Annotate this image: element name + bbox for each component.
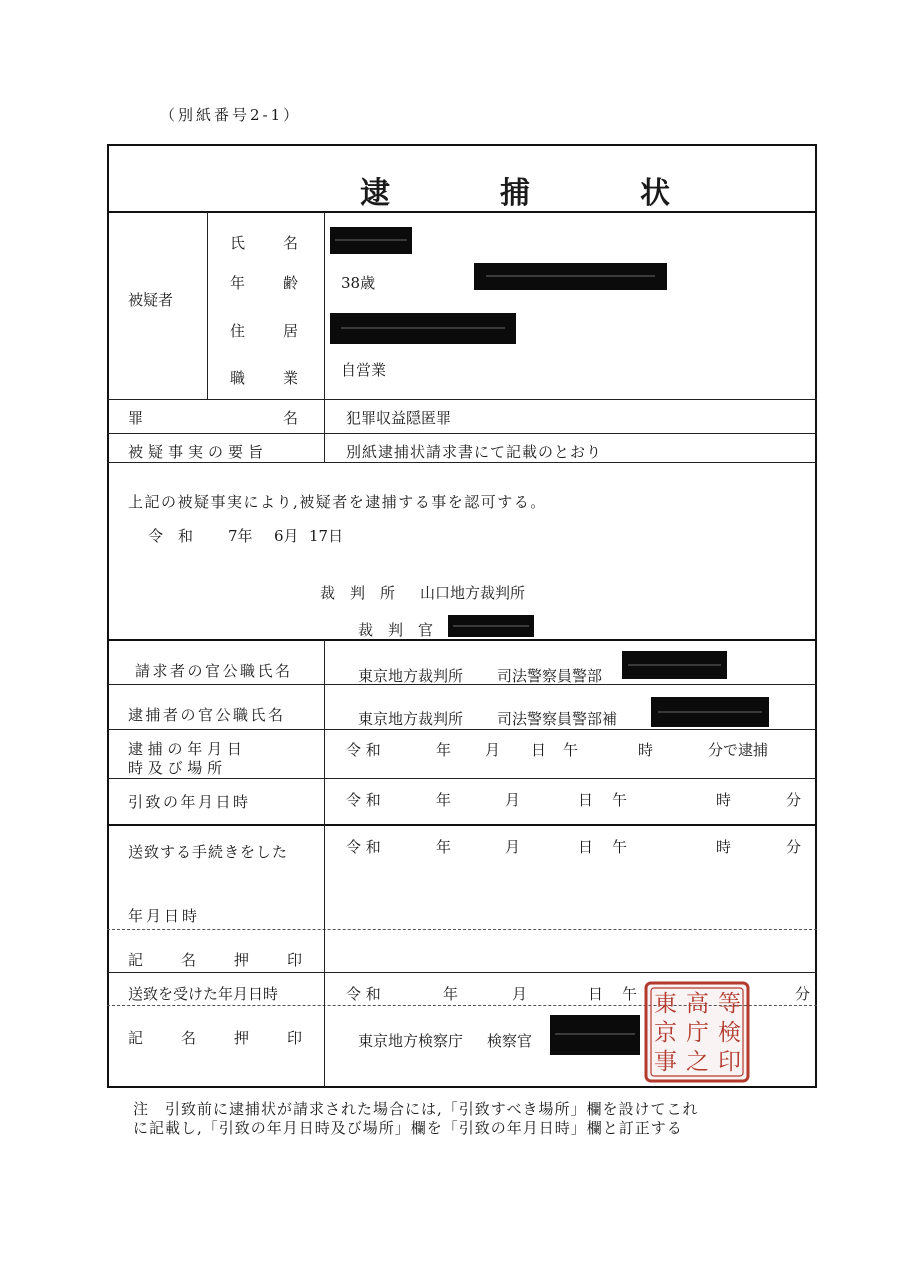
occupation-value: 自営業 bbox=[341, 361, 387, 379]
escort-ampm: 午 bbox=[612, 791, 628, 809]
title-char: 状 bbox=[640, 176, 670, 211]
received-seal-label-char: 記 bbox=[128, 1029, 144, 1047]
rule bbox=[107, 778, 817, 779]
rule bbox=[107, 639, 817, 641]
crime-label-char: 名 bbox=[283, 409, 299, 427]
authorization-month: 6月 bbox=[274, 527, 299, 545]
residence-label-char: 住 bbox=[230, 322, 246, 340]
arrester-label: 逮捕者の官公職氏名 bbox=[128, 706, 286, 724]
seal-text bbox=[654, 991, 741, 1075]
rule bbox=[107, 211, 817, 213]
transfer-label-line2: 年月日時 bbox=[128, 907, 201, 925]
title-char: 捕 bbox=[500, 176, 530, 211]
escort-day: 日 bbox=[578, 791, 594, 809]
received-minute: 分 bbox=[795, 985, 811, 1003]
requester-label: 請求者の官公職氏名 bbox=[135, 662, 293, 680]
document-title bbox=[107, 168, 817, 211]
footnote-line2: に記載し,「引致の年月日時及び場所」欄を「引致の年月日時」欄と訂正する bbox=[133, 1119, 683, 1137]
received-seal-label-char: 名 bbox=[181, 1029, 197, 1047]
transfer-minute: 分 bbox=[786, 838, 802, 856]
arrest-ampm: 午 bbox=[563, 741, 579, 759]
transfer-month: 月 bbox=[505, 838, 521, 856]
dashed-rule bbox=[107, 929, 817, 930]
svg-text:高: 高 bbox=[686, 991, 709, 1017]
official-seal bbox=[643, 980, 751, 1084]
rule bbox=[107, 462, 817, 463]
court-value: 山口地方裁判所 bbox=[420, 584, 526, 602]
crime-label-char: 罪 bbox=[128, 409, 144, 427]
arrest-hour: 時 bbox=[638, 741, 654, 759]
received-org: 東京地方検察庁 bbox=[358, 1032, 464, 1050]
transfer-day: 日 bbox=[578, 838, 594, 856]
transfer-seal-label-char: 押 bbox=[234, 951, 250, 969]
escort-datetime-label: 引致の年月日時 bbox=[128, 793, 251, 811]
arrester-org: 東京地方裁判所 bbox=[358, 710, 464, 728]
svg-text:之: 之 bbox=[686, 1049, 709, 1075]
escort-minute: 分 bbox=[786, 791, 802, 809]
escort-month: 月 bbox=[505, 791, 521, 809]
summary-value: 別紙逮捕状請求書にて記載のとおり bbox=[346, 443, 603, 461]
arrest-datetime-label-line2: 時 及 び 場 所 bbox=[128, 759, 223, 777]
redacted-birthdate bbox=[474, 263, 667, 290]
crime-value: 犯罪収益隠匿罪 bbox=[346, 409, 452, 427]
rule bbox=[107, 824, 817, 826]
svg-text:等: 等 bbox=[718, 991, 741, 1017]
received-seal-label-char: 印 bbox=[287, 1029, 303, 1047]
redacted-residence bbox=[330, 313, 516, 344]
svg-text:検: 検 bbox=[718, 1020, 741, 1046]
escort-hour: 時 bbox=[716, 791, 732, 809]
escort-year: 年 bbox=[436, 791, 452, 809]
arrester-title: 司法警察員警部補 bbox=[497, 710, 618, 728]
authorization-day: 17日 bbox=[309, 527, 344, 545]
received-era: 令 和 bbox=[346, 985, 381, 1003]
rule bbox=[107, 433, 817, 434]
transfer-ampm: 午 bbox=[612, 838, 628, 856]
seal-graphic bbox=[643, 980, 751, 1084]
received-title: 検察官 bbox=[487, 1032, 533, 1050]
received-label: 送致を受けた年月日時 bbox=[128, 985, 279, 1003]
transfer-hour: 時 bbox=[716, 838, 732, 856]
received-ampm: 午 bbox=[622, 985, 638, 1003]
occupation-label-char: 業 bbox=[283, 369, 299, 387]
transfer-seal-label-char: 印 bbox=[287, 951, 303, 969]
redacted-judge-name bbox=[448, 615, 534, 637]
received-year: 年 bbox=[443, 985, 459, 1003]
column-divider bbox=[207, 212, 208, 399]
arrest-day: 日 bbox=[531, 741, 547, 759]
name-label-char: 名 bbox=[283, 234, 299, 252]
column-divider bbox=[324, 640, 325, 1087]
requester-title: 司法警察員警部 bbox=[497, 667, 603, 685]
authorization-statement: 上記の被疑事実により,被疑者を逮捕する事を認可する。 bbox=[128, 493, 547, 511]
footnote-line1: 注 引致前に逮捕状が請求された場合には,「引致すべき場所」欄を設けてこれ bbox=[133, 1100, 699, 1118]
redacted-requester-name bbox=[622, 651, 727, 679]
received-month: 月 bbox=[512, 985, 528, 1003]
attachment-number: （別紙番号2-1） bbox=[160, 106, 302, 124]
transfer-seal-label-char: 記 bbox=[128, 951, 144, 969]
svg-text:京: 京 bbox=[654, 1020, 677, 1046]
arrest-year: 年 bbox=[436, 741, 452, 759]
transfer-seal-label-char: 名 bbox=[181, 951, 197, 969]
column-divider bbox=[324, 212, 325, 462]
arrest-datetime-label-line1: 逮 捕 の 年 月 日 bbox=[128, 740, 242, 758]
authorization-era: 令 和 bbox=[148, 527, 194, 545]
name-label-char: 氏 bbox=[230, 234, 246, 252]
suspect-label: 被疑者 bbox=[128, 291, 174, 309]
arrest-era: 令 和 bbox=[346, 741, 381, 759]
residence-label-char: 居 bbox=[283, 322, 299, 340]
age-value: 38歳 bbox=[341, 274, 376, 292]
transfer-era: 令 和 bbox=[346, 838, 381, 856]
rule bbox=[107, 972, 817, 973]
age-label-char: 齢 bbox=[283, 274, 299, 292]
arrest-minute-suffix: 分で逮捕 bbox=[708, 741, 769, 759]
svg-text:東: 東 bbox=[654, 991, 677, 1017]
svg-text:事: 事 bbox=[654, 1049, 677, 1075]
age-label-char: 年 bbox=[230, 274, 246, 292]
summary-label: 被疑事実の要旨 bbox=[128, 443, 269, 461]
received-seal-label-char: 押 bbox=[234, 1029, 250, 1047]
transfer-label-line1: 送致する手続きをした bbox=[128, 843, 289, 861]
rule bbox=[107, 729, 817, 730]
authorization-year: 7年 bbox=[228, 527, 253, 545]
redacted-arrester-name bbox=[651, 697, 769, 727]
svg-text:印: 印 bbox=[718, 1049, 741, 1075]
svg-text:庁: 庁 bbox=[686, 1020, 709, 1046]
redacted-prosecutor-name bbox=[550, 1015, 640, 1055]
title-char: 逮 bbox=[360, 176, 390, 211]
arrest-month: 月 bbox=[485, 741, 501, 759]
escort-era: 令 和 bbox=[346, 791, 381, 809]
judge-label: 裁 判 官 bbox=[358, 621, 434, 639]
redacted-name bbox=[330, 227, 412, 254]
received-day: 日 bbox=[588, 985, 604, 1003]
requester-org: 東京地方裁判所 bbox=[358, 667, 464, 685]
transfer-year: 年 bbox=[436, 838, 452, 856]
court-label: 裁 判 所 bbox=[320, 584, 396, 602]
occupation-label-char: 職 bbox=[230, 369, 246, 387]
rule bbox=[107, 399, 817, 400]
